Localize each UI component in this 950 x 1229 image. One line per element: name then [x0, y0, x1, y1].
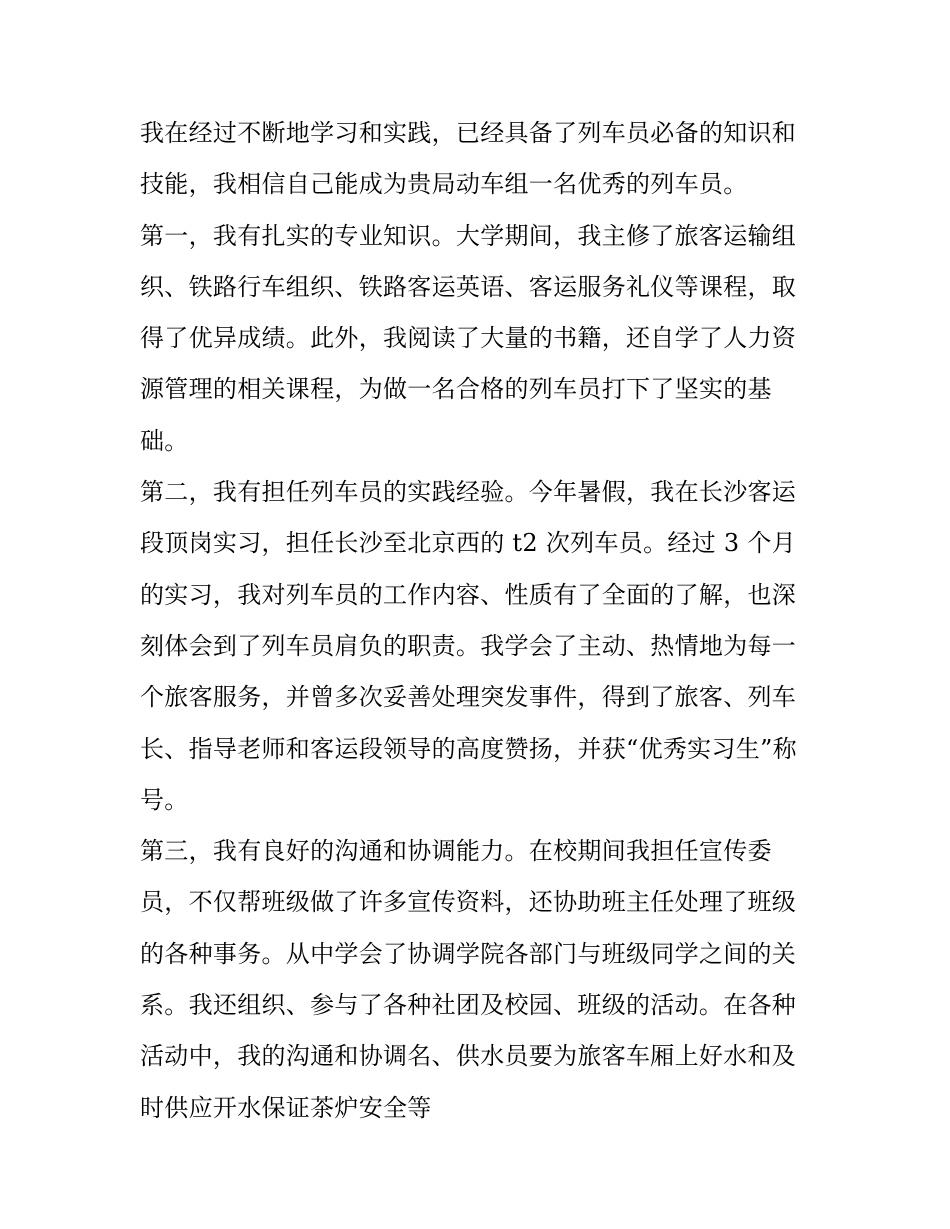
text-line: 第一，我有扎实的专业知识。大学期间，我主修了旅客运输组: [140, 221, 797, 250]
text-line: 的各种事务。从中学会了协调学院各部门与班级同学之间的关: [140, 939, 797, 968]
text-line: 时供应开水保证茶炉安全等: [140, 1093, 432, 1122]
text-line: 系。我还组织、参与了各种社团及校园、班级的活动。在各种: [140, 991, 797, 1020]
text-line: 技能，我相信自己能成为贵局动车组一名优秀的列车员。: [140, 170, 748, 199]
text-line: 长、指导老师和客运段领导的高度赞扬，并获“优秀实习生”称: [140, 734, 797, 763]
text-line: 第三，我有良好的沟通和协调能力。在校期间我担任宣传委: [140, 837, 772, 866]
text-line: 刻体会到了列车员肩负的职责。我学会了主动、热情地为每一: [140, 631, 797, 660]
body-text: [140, 108, 820, 1134]
text-line: 得了优异成绩。此外，我阅读了大量的书籍，还自学了人力资: [140, 324, 797, 353]
text-line: 础。: [140, 426, 189, 455]
text-line: 活动中，我的沟通和协调名、供水员要为旅客车厢上好水和及: [140, 1042, 797, 1071]
text-line: 员，不仅帮班级做了许多宣传资料，还协助班主任处理了班级: [140, 888, 797, 917]
text-line: 织、铁路行车组织、铁路客运英语、客运服务礼仪等课程，取: [140, 272, 797, 301]
text-line: 我在经过不断地学习和实践，已经具备了列车员必备的知识和: [140, 119, 797, 147]
text-line: 的实习，我对列车员的工作内容、性质有了全面的了解，也深: [140, 580, 797, 609]
text-line: 段顶岗实习，担任长沙至北京西的 t2 次列车员。经过 3 个月: [140, 529, 796, 558]
text-line: 源管理的相关课程，为做一名合格的列车员打下了坚实的基: [140, 375, 772, 404]
text-line: 号。: [140, 785, 189, 814]
text-line: 第二，我有担任列车员的实践经验。今年暑假，我在长沙客运: [140, 478, 797, 507]
text-line: 个旅客服务，并曾多次妥善处理突发事件，得到了旅客、列车: [140, 683, 797, 712]
